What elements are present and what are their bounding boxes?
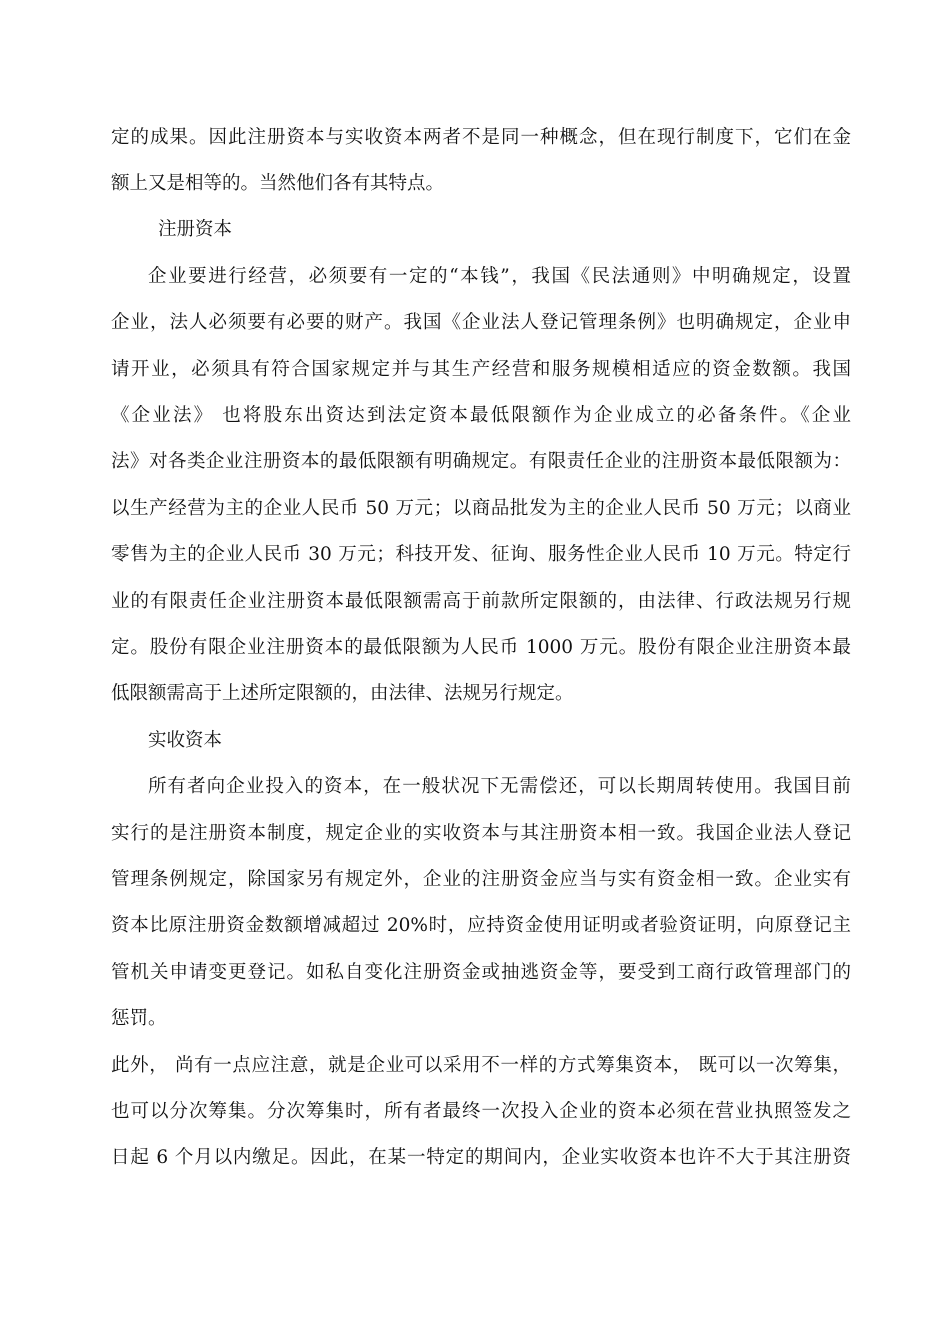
section-heading-paid-in-capital: 实收资本	[148, 730, 223, 751]
text-line: 企业，法人必须要有必要的财产。我国《企业法人登记管理条例》也明确规定，企业申	[111, 312, 851, 333]
text-line: 资本比原注册资金数额增减超过 20%时，应持资金使用证明或者验资证明，向原登记主	[111, 915, 851, 936]
section-heading-registered-capital: 注册资本	[158, 219, 233, 240]
text-line: 业的有限责任企业注册资本最低限额需高于前款所定限额的，由法律、行政法规另行规	[111, 591, 851, 612]
text-line: 《企业法》 也将股东出资达到法定资本最低限额作为企业成立的必备条件。《企业	[111, 405, 851, 426]
text-line: 管机关申请变更登记。如私自变化注册资金或抽逃资金等，要受到工商行政管理部门的	[111, 962, 851, 983]
text-line: 所有者向企业投入的资本，在一般状况下无需偿还，可以长期周转使用。我国目前	[148, 776, 851, 797]
text-line: 日起 6 个月以内缴足。因此，在某一特定的期间内，企业实收资本也许不大于其注册资	[111, 1147, 851, 1168]
text-line: 额上又是相等的。当然他们各有其特点。	[111, 173, 445, 194]
text-line: 定。股份有限企业注册资本的最低限额为人民币 1000 万元。股份有限企业注册资本最	[111, 637, 851, 658]
text-line: 此外， 尚有一点应注意，就是企业可以采用不一样的方式筹集资本， 既可以一次筹集，	[111, 1055, 851, 1076]
text-line: 低限额需高于上述所定限额的，由法律、法规另行规定。	[111, 683, 574, 704]
text-line: 定的成果。因此注册资本与实收资本两者不是同一种概念，但在现行制度下，它们在金	[111, 127, 851, 148]
text-line: 企业要进行经营，必须要有一定的“本钱”，我国《民法通则》中明确规定，设置	[148, 266, 851, 287]
text-line: 零售为主的企业人民币 30 万元；科技开发、征询、服务性企业人民币 10 万元。特定行	[111, 544, 851, 565]
text-line: 以生产经营为主的企业人民币 50 万元；以商品批发为主的企业人民币 50 万元；以商业	[111, 498, 851, 519]
text-line: 法》对各类企业注册资本的最低限额有明确规定。有限责任企业的注册资本最低限额为：	[111, 451, 851, 472]
text-line: 实行的是注册资本制度，规定企业的实收资本与其注册资本相一致。我国企业法人登记	[111, 823, 851, 844]
text-line: 管理条例规定，除国家另有规定外，企业的注册资金应当与实有资金相一致。企业实有	[111, 869, 851, 890]
text-line: 也可以分次筹集。分次筹集时，所有者最终一次投入企业的资本必须在营业执照签发之	[111, 1101, 851, 1122]
text-line: 惩罚。	[111, 1008, 167, 1029]
text-line: 请开业，必须具有符合国家规定并与其生产经营和服务规模相适应的资金数额。我国	[111, 359, 851, 380]
